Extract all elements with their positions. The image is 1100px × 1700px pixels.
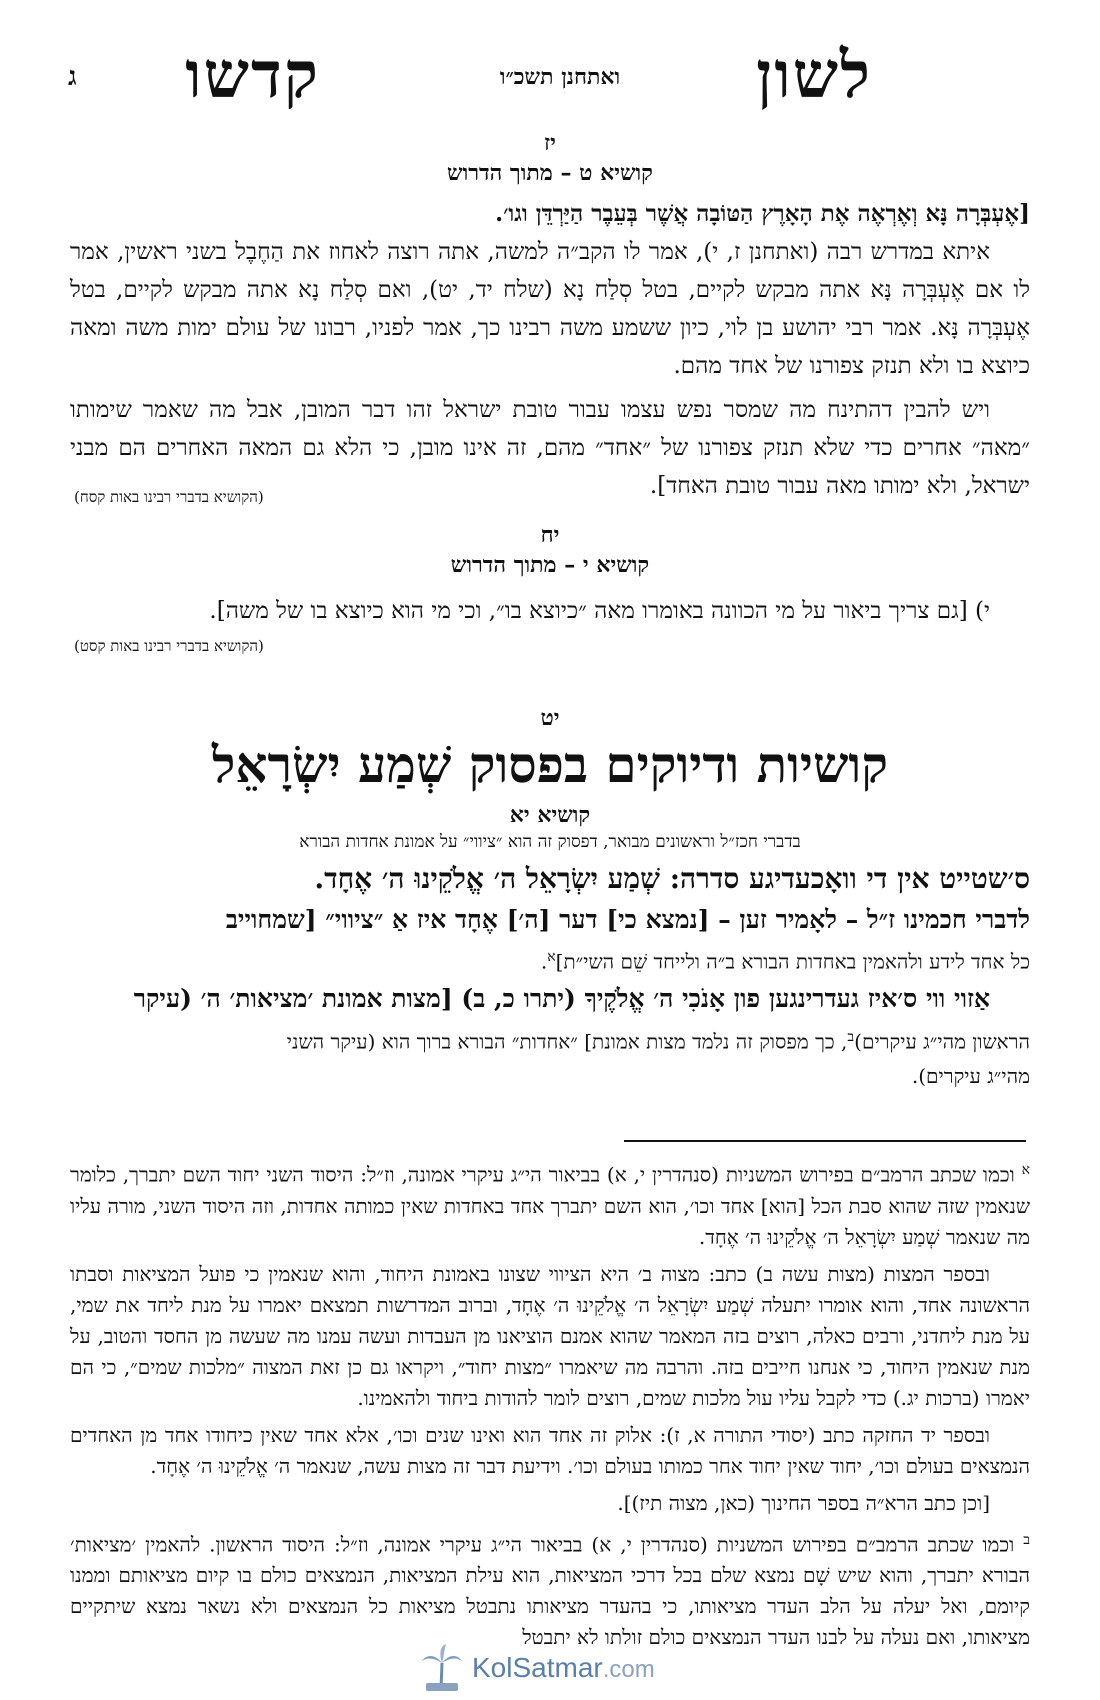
ikkarim-end-line: מהי״ג עיקרים). (911, 1064, 1030, 1089)
footnotes (70, 1155, 1030, 1659)
anochi-line: אַזוי ווי ס׳איז געדרינגען פון אָנֹכִי ה׳ אֱלֹקֶיךָ (יתרו כ, ב) [מצות אמונת ׳מציאות׳ ה׳ (עיקר (133, 983, 990, 1013)
footnote-divider (624, 1140, 1026, 1142)
section-number-17: יז (544, 130, 556, 156)
section-17-body (70, 195, 1030, 505)
source-note-18: (הקושיא בדברי רבינו באות קסט) (74, 637, 264, 655)
footnote-b-1: $^ב$ וכמו שכתב הרמב״ם בפירוש המשניות (סנהדרין י, א) בביאור הי״ג עיקרי אמונה, וז״ל: היסוד הראשון. להאמין ׳מציאות׳ הבורא יתברך, והוא שיש שָׁם נמצא שלם בכל דרכי המציאות, הוא עילת המציאות, הנמצאים כולם בו קיום מציאותם וממנו קיומם, ואל יעלה על הלב העדר מציאותו, כי בהעדר מציאותו נתבטל מציאות כל הנמצאים ולא נשאר נמצא שיתקיים מציאותו, ואם נעלה על לבנו העדר הנמצאים כולם זולתו לא יתבטל (70, 1531, 1030, 1650)
footnote-ref-a[interactable]: א (547, 949, 556, 965)
palm-tree-logo-icon (420, 1643, 464, 1693)
verse-line: [אֶעְבְּרָה נָּא וְאֶרְאֶה אֶת הָאָרֶץ הַטּוֹבָה אֲשֶׁר בְּעֵבֶר הַיַּרְדֵּן וגו׳. (495, 200, 1030, 227)
footnote-ref-b[interactable]: ב (847, 1028, 855, 1045)
section-18-body (70, 592, 1030, 630)
section-number-19: יט (540, 705, 560, 731)
ikkarim-line: הראשון מהי״ג עיקרים)$^ב$, כך מפסוק זה נלמד מצות אמונת] ״אחדות״ הבורא ברוך הוא (עיקר השני (286, 1028, 1030, 1054)
obligation-line: כל אחד לידע ולהאמין באחדות הבורא ב״ה ולייחד שֵׁם השי״ת]$^א$. (540, 949, 1030, 974)
footnote-mark-a: א (1021, 1162, 1030, 1178)
watermark-text: KolSatmar.com (472, 1652, 655, 1683)
question-title-11: קושיא יא (509, 802, 591, 828)
section-19-body (70, 858, 1030, 1093)
sages-line: לדברי חכמינו ז״ל – לאָמיר זען – [נמצא כי] דער [ה׳] אֶחָד איז אַ ״ציווי״ [שמחוייב (225, 905, 1030, 934)
question-10-text: י) [גם צריך ביאור על מי הכוונה באומרו מאה ״כיוצא בו״, וכי מי הוא כיוצא בו של משה]. (209, 598, 990, 624)
footnote-a-4: [וכן כתב הרא״ה בספר החינוך (כאן, מצוה תיז)]. (617, 1490, 990, 1515)
question-title-10: קושיא י – מתוך הדרוש (450, 552, 650, 578)
question-paragraph: ויש להבין דהתינח מה שמסר נפש עצמו עבור טובת ישראל זהו דבר המובן, אבל מה שאמר שימותו ״מאה״ אחרים כדי שלא תנזק צפורנו של ״אחד״ מהם, זה אינו מובן, כי הלא גם המאה האחרים הם מבני ישראל, ולא ימותו מאה עבור טובת האחד]. (70, 397, 1030, 499)
footnote-a-1: $^א$ וכמו שכתב הרמב״ם בפירוש המשניות (סנהדרין י, א) בביאור הי״ג עיקרי אמונה, וז״ל: היסוד השני יחוד השם יתברך, כלומר שנאמין שזה שהוא סבת הכל [הוא] אחד וכו׳, הוא השם יתברך אחד באחדות שאין כמותה אחדות, וזה היסוד השני, מורה עליו מה שנאמר שְׁמַע יִשְׂרָאֵל ה׳ אֱלֹקֵינוּ ה׳ אֶחָד. (70, 1162, 1030, 1249)
shema-line: ס׳שטייט אין די וואָכעדיגע סדרה: שְׁמַע יִשְׂרָאֵל ה׳ אֱלֹקֵינוּ ה׳ אֶחָד. (314, 862, 1030, 895)
section-19-intro: בדברי חכז״ל וראשונים מבואר, דפסוק זה הוא ״ציווי״ על אמונת אחדות הבורא (299, 832, 801, 852)
question-title-9: קושיא ט – מתוך הדרוש (447, 160, 653, 186)
section-19-title: קושיות ודיוקים בפסוק שְׁמַע יִשְׂרָאֵל (212, 735, 888, 794)
footnote-mark-b: ב (1023, 1531, 1030, 1548)
running-title-right: לשון (756, 38, 872, 113)
section-number-18: יח (540, 522, 560, 548)
page-number: ג (68, 62, 77, 92)
running-title-left: קדשו (185, 38, 320, 113)
footnote-a-2: ובספר המצות (מצות עשה ב) כתב: מצוה ב׳ היא הציווי שצונו באמונת היחוד, והוא שנאמין כי פועל המציאות וסבתו הראשונה אחד, והוא אומרו יתעלה שְׁמַע יִשְׂרָאֵל ה׳ אֱלֹקֵינוּ ה׳ אֶחָד, וברוב המדרשות תמצאם יאמרו על מנת ליחד את שמי, על מנת ליחדני, ורבים כאלה, רוצים בזה המאמר שהוא אמנם הוציאנו מן העבדות ועשה עמנו מה שעשה מן החסד והטוב, על מנת שנאמין היחוד, כי אנחנו חייבים בזה. והרבה מה שיאמרו ״מצות יחוד״, ויקראו גם כן זאת המצוה ״מלכות שמים״, כי הם יאמרו (ברכות יג.) כדי לקבל עליו עול מלכות שמים, רוצים לומר להודות ביחוד ולהאמינו. (70, 1261, 1030, 1410)
watermark (420, 1640, 680, 1696)
midrash-paragraph: איתא במדרש רבה (ואתחנן ז, י), אמר לו הקב״ה למשה, אתה רוצה לאחוז את הַחֶבֶל בשני ראשין, אמר לו אם אֶעְבְּרָה נָּא אתה מבקש לקיים, בטל סְלַח נָא (שלח יד, יט), ואם סְלַח נָא אתה מבקש לקיים, בטל אֶעְבְּרָה נָּא. אמר רבי יהושע בן לוי, כיון ששמע משה רבינו כך, אמר לפניו, רבונו של עולם ימות משה ומאה כיוצא בו ולא תנזק צפורנו של אחד מהם. (70, 239, 1030, 379)
parasha-label: ואתחנן תשכ״ו (499, 64, 621, 90)
footnote-a-3: ובספר יד החזקה כתב (יסודי התורה א, ז): אלוק זה אחד הוא ואינו שנים וכו׳, אלא אחד שאין כיחודו אחד מן האחדים הנמצאים בעולם וכו׳, יחוד שאין יחוד אחר כמותו בעולם וכו׳. וידיעת דבר זה מצות עשה, שנאמר ה׳ אֱלֹקֵינוּ ה׳ אֶחָד. (70, 1422, 1030, 1478)
source-note-17: (הקושיא בדברי רבינו באות קסח) (74, 488, 264, 506)
